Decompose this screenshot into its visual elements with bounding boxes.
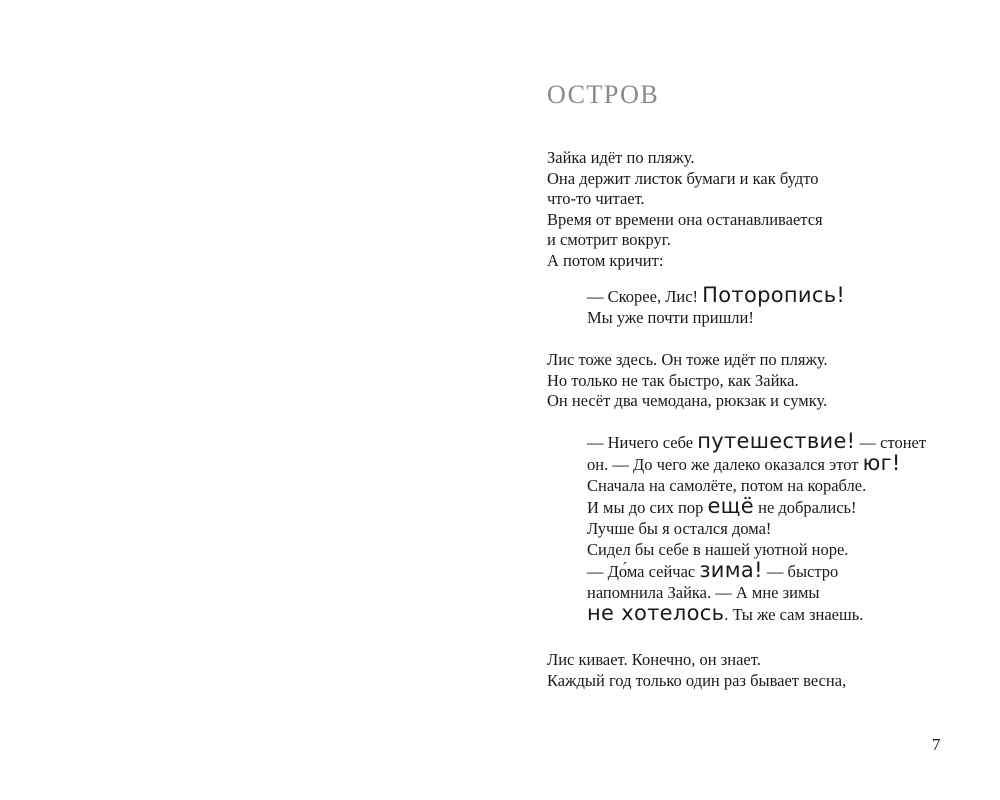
dialogue-line: Лучше бы я остался дома!	[587, 519, 772, 538]
dialogue-text: — До́ма сейчас	[587, 562, 700, 581]
dialogue-line	[587, 603, 926, 625]
narrative-paragraph-1	[547, 148, 823, 271]
page-number: 7	[932, 735, 941, 754]
dialogue-text: не добрались!	[753, 498, 857, 517]
dialogue-text: И мы до сих пор	[587, 498, 708, 517]
narrative-paragraph-2	[547, 350, 828, 412]
emphasized-word: юг!	[862, 451, 901, 475]
dialogue-text: он. — До чего же далеко оказался этот	[587, 455, 863, 474]
text-line: Лис кивает. Конечно, он знает.	[547, 650, 761, 669]
dialogue-line: Сидел бы себе в нашей уютной норе.	[587, 540, 849, 559]
dialogue-block-2	[587, 431, 926, 625]
dialogue-line	[587, 560, 926, 582]
emphasized-word: ещё	[707, 494, 754, 518]
chapter-title: ОСТРОВ	[547, 80, 660, 109]
right-page	[500, 0, 1000, 800]
dialogue-text: . Ты же сам знаешь.	[724, 605, 864, 624]
emphasized-word: не хотелось	[587, 601, 725, 625]
dialogue-line	[587, 453, 926, 475]
dialogue-line	[587, 285, 845, 307]
text-line: Время от времени она останавливается	[547, 209, 823, 229]
text-line: Каждый год только один раз бывает весна,	[547, 670, 847, 690]
text-line: Он несёт два чемодана, рюкзак и сумку.	[547, 391, 828, 410]
dialogue-line	[587, 496, 926, 518]
dialogue-text: — стонет	[855, 433, 927, 452]
text-line: Но только не так быстро, как Зайка.	[547, 370, 799, 390]
dialogue-line	[587, 431, 926, 453]
dialogue-line: напомнила Зайка. — А мне зимы	[587, 583, 820, 602]
text-line: Она держит листок бумаги и как будто	[547, 168, 819, 188]
text-line: что-то читает.	[547, 189, 645, 208]
text-line: и смотрит вокруг.	[547, 230, 671, 249]
dialogue-text: — быстро	[762, 562, 839, 581]
dialogue-text: — Ничего себе	[587, 433, 698, 452]
dialogue-line: Сначала на самолёте, потом на корабле.	[587, 476, 867, 495]
dialogue-line: Мы уже почти пришли!	[587, 308, 754, 327]
text-line: А потом кричит:	[547, 250, 664, 270]
narrative-paragraph-3	[547, 650, 846, 691]
text-line: Зайка идёт по пляжу.	[547, 148, 695, 167]
dialogue-block-1	[587, 285, 845, 328]
emphasized-word: Поторопись!	[702, 283, 846, 307]
text-line: Лис тоже здесь. Он тоже идёт по пляжу.	[547, 350, 828, 369]
dialogue-text: — Скорее, Лис!	[587, 287, 703, 306]
emphasized-word: путешествие!	[697, 429, 856, 453]
emphasized-word: зима!	[699, 558, 763, 582]
